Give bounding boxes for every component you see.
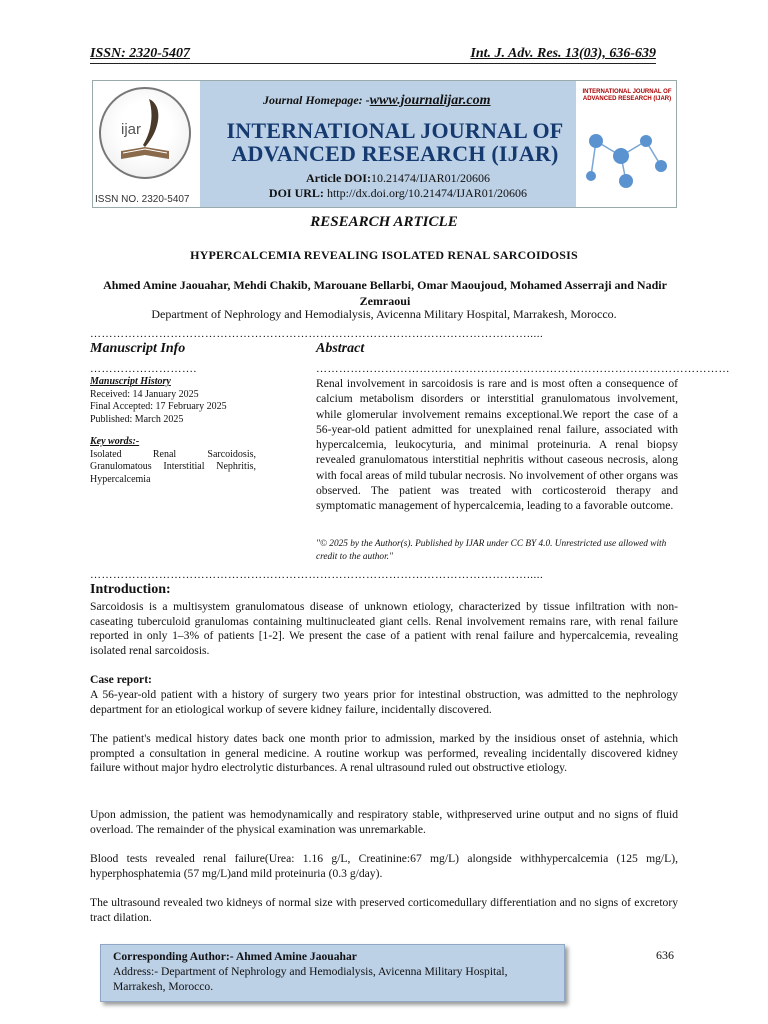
abstract-heading: Abstract — [316, 341, 365, 356]
dotted-separator-right: ……………………………………………………………………………………………… — [316, 363, 730, 375]
license-note: "© 2025 by the Author(s). Published by IJAR under CC BY 4.0. Unrestricted use allowed with credit to the author." — [316, 539, 667, 562]
citation-text: Int. J. Adv. Res. 13(03), 636-639 — [470, 46, 656, 61]
introduction-heading: Introduction: — [90, 582, 171, 597]
molecule-icon — [576, 81, 676, 207]
case-paragraph-2: The patient's medical history dates back one month prior to admission, marked by the insidious onset of astehnia, which prompted a consultation in general medicine. A routine workup was performed, revealing incidentally discovered kidney failure without major hydro electrolytic disturbances. A renal ultrasound ruled out obstructive etiology. — [90, 732, 678, 775]
dotted-separator-left: ………………………. — [90, 363, 197, 375]
case-paragraph-5: The ultrasound revealed two kidneys of normal size with preserved corticomedullary differentiation and no signs of excretory tract dilation. — [90, 896, 678, 924]
cover-title: INTERNATIONAL JOURNAL OF ADVANCED RESEARCH (IJAR) — [582, 89, 672, 102]
received-date: Received: 14 January 2025 — [90, 388, 199, 400]
running-header — [90, 46, 656, 62]
homepage-link[interactable]: www.journalijar.com — [369, 93, 491, 108]
doi-url-label: DOI URL: — [268, 186, 324, 200]
corresponding-address: Address:- Department of Nephrology and Hemodialysis, Avicenna Military Hospital, Marrakesh, Morocco. — [113, 965, 508, 993]
logo-wordmark: ijar — [121, 121, 142, 138]
corresponding-author-box — [100, 944, 565, 1002]
published-date: Published: March 2025 — [90, 413, 184, 425]
article-authors: Ahmed Amine Jaouahar, Mehdi Chakib, Marouane Bellarbi, Omar Maoujoud, Mohamed Asserraji and Nadir Zemraoui — [103, 278, 667, 308]
header-rule — [90, 63, 656, 64]
article-affiliation: Department of Nephrology and Hemodialysis, Avicenna Military Hospital, Marrakesh, Morocco. — [151, 307, 617, 321]
corresponding-author: Corresponding Author:- Ahmed Amine Jaouahar — [113, 950, 357, 963]
journal-cover-thumbnail — [576, 81, 676, 207]
doi-url-link[interactable]: http://dx.doi.org/10.21474/IJAR01/20606 — [326, 186, 528, 200]
article-doi-label: Article DOI: — [306, 171, 371, 185]
case-paragraph-1: A 56-year-old patient with a history of surgery two years prior for intestinal obstruction, was admitted to the nephrology department for an etiological workup of severe kidney failure, incidentally discovered. — [90, 688, 678, 716]
case-paragraph-4: Blood tests revealed renal failure(Urea: 1.16 g/L, Creatinine:67 mg/L) alongside withhypercalcemia (125 mg/L), hyperphosphatemia (57 mg/L)and mild proteinuria (0.3 g/day). — [90, 852, 678, 880]
abstract-text: Renal involvement in sarcoidosis is rare and is most often a consequence of calcium metabolism disorders or interstitial granulomatous involvement, while glomerular involvement remains exceptional.We report the case of a 56-year-old patient admitted for unexplained renal failure, associated with hypercalcemia, leukocyturia, and minimal proteinuria. A renal biopsy revealed granulomatous interstitial nephritis without caseous necrosis, along with focal areas of mild tubular necrosis. No involvement of other organs was observed. The patient was treated with corticosteroid therapy and symptomatic management of hypercalcemia, leading to a favorable outcome. — [316, 377, 678, 513]
introduction-paragraph: Sarcoidosis is a multisystem granulomatous disease of unknown etiology, characterized by tissue infiltration with non-caseating tuberculoid granulomas containing multinucleated giant cells. Renal involvement remains rare, with renal failure reported in only 1–3% of patients [1-2]. We present the case of a patient with renal failure and hypercalcemia, revealing isolated renal sarcoidosis. — [90, 600, 678, 657]
journal-title: INTERNATIONAL JOURNAL OF ADVANCED RESEARCH (IJAR) — [226, 118, 564, 166]
issn-text: ISSN: 2320-5407 — [90, 46, 190, 61]
quill-book-icon — [101, 89, 189, 177]
history-label: Manuscript History — [90, 376, 171, 387]
accepted-date: Final Accepted: 17 February 2025 — [90, 401, 227, 412]
dotted-separator: ……………………………………………………………………………………………………..... — [90, 569, 544, 581]
case-paragraph-3: Upon admission, the patient was hemodynamically and respiratory stable, withpreserved urine output and no signs of fluid overload. The remainder of the physical examination was unremarkable. — [90, 808, 678, 836]
doi-block — [233, 171, 563, 201]
manuscript-info-heading: Manuscript Info — [90, 341, 186, 356]
manuscript-info — [90, 376, 256, 486]
journal-homepage — [263, 93, 491, 109]
logo-issn: ISSN NO. 2320-5407 — [95, 194, 190, 205]
article-type: RESEARCH ARTICLE — [310, 214, 458, 230]
homepage-label: Journal Homepage: - — [263, 93, 370, 107]
dotted-separator: ……………………………………………………………………………………………………..... — [90, 328, 544, 340]
logo-emblem — [99, 87, 191, 179]
page-number: 636 — [656, 948, 674, 962]
journal-banner — [92, 80, 677, 208]
case-report-heading: Case report: — [90, 673, 152, 686]
article-title: HYPERCALCEMIA REVEALING ISOLATED RENAL SARCOIDOSIS — [190, 248, 578, 262]
keywords-label: Key words:- — [90, 436, 140, 447]
keywords: Isolated Renal Sarcoidosis, Granulomatous Interstitial Nephritis, Hypercalcemia — [90, 448, 256, 485]
journal-logo — [93, 81, 200, 207]
article-doi: 10.21474/IJAR01/20606 — [370, 171, 490, 185]
